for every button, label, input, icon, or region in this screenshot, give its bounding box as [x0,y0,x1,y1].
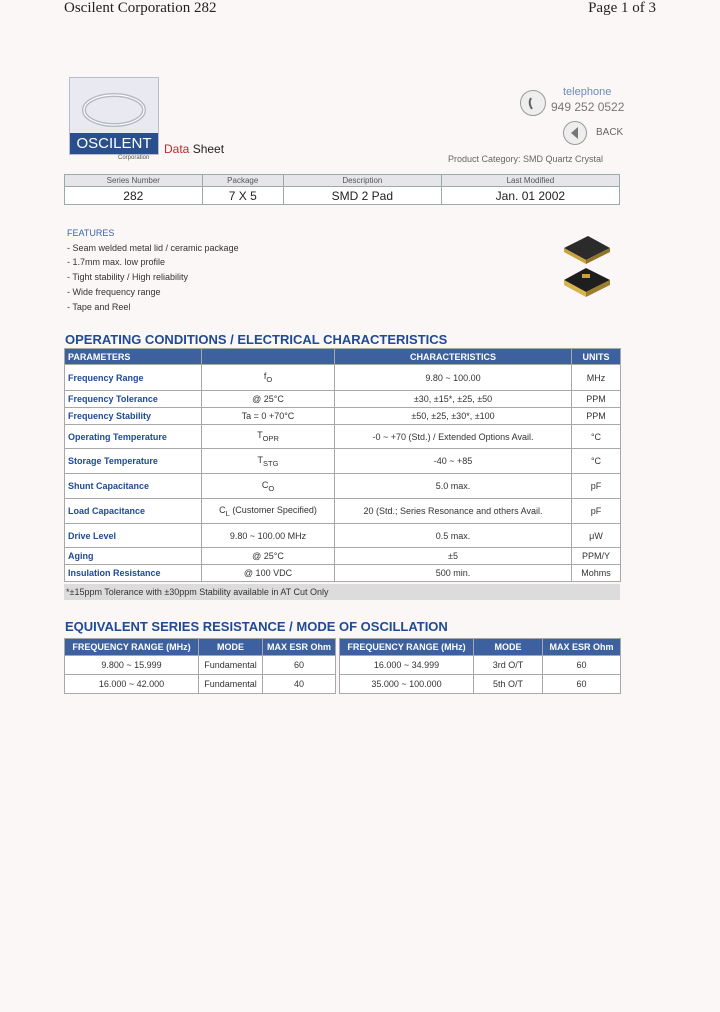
param-unit: PPM/Y [572,548,621,565]
esr-range: 16.000 ~ 34.999 [340,656,474,675]
info-label: Last Modified [441,175,619,187]
param-name: Aging [65,548,202,565]
oscilent-logo [69,77,159,155]
esr-header-max: MAX ESR Ohm [543,639,621,656]
esr-table-right [339,638,621,694]
param-unit: Mohms [572,565,621,582]
esr-mode: Fundamental [199,675,263,694]
logo-corporation: Corporation [118,155,150,161]
param-symbol: @ 25°C [202,391,335,408]
param-unit: °C [572,425,621,449]
back-arrow-icon[interactable] [563,121,587,145]
esr-range: 9.800 ~ 15.999 [65,656,199,675]
param-name: Load Capacitance [65,499,202,524]
param-value: 500 min. [335,565,572,582]
esr-range: 16.000 ~ 42.000 [65,675,199,694]
features-list [67,226,239,314]
feature-item: - Wide frequency range [67,286,161,297]
info-label: Description [283,175,441,187]
param-symbol: $f_O$ [202,365,335,391]
param-unit: pF [572,499,621,524]
esr-range: 35.000 ~ 100.000 [340,675,474,694]
esr-value: 40 [263,675,336,694]
telephone-icon[interactable] [520,90,546,116]
logo-brand: OSCILENT [70,133,158,154]
info-label: Package [202,175,283,187]
feature-item: - Tape and Reel [67,301,131,312]
param-name: Shunt Capacitance [65,474,202,499]
param-unit: PPM [572,408,621,425]
crystal-package-image [556,230,620,302]
info-value: 7 X 5 [202,187,283,205]
esr-section-title: EQUIVALENT SERIES RESISTANCE / MODE OF OSCILLATION [65,619,448,634]
param-value: 5.0 max. [335,474,572,499]
header-characteristics: CHARACTERISTICS [335,349,572,365]
param-name: Drive Level [65,524,202,548]
param-unit: MHz [572,365,621,391]
param-value: ±50, ±25, ±30*, ±100 [335,408,572,425]
param-unit: μW [572,524,621,548]
param-unit: °C [572,449,621,474]
param-value: 9.80 ~ 100.00 [335,365,572,391]
param-symbol: $T_{OPR}$ [202,425,335,449]
param-value: 0.5 max. [335,524,572,548]
esr-header-mode: MODE [474,639,543,656]
param-unit: PPM [572,391,621,408]
param-symbol: @ 25°C [202,548,335,565]
esr-header-mode: MODE [199,639,263,656]
esr-mode: Fundamental [199,656,263,675]
header-parameters: PARAMETERS [65,349,202,365]
telephone-number: 949 252 0522 [551,100,625,114]
esr-header-range: FREQUENCY RANGE (MHz) [340,639,474,656]
param-symbol: @ 100 VDC [202,565,335,582]
feature-item: - 1.7mm max. low profile [67,257,166,268]
ring-logo-icon [81,90,147,130]
param-name: Frequency Tolerance [65,391,202,408]
telephone-label: telephone [563,86,612,98]
info-label: Series Number [65,175,203,187]
title-sheet: Sheet [192,142,225,156]
param-name: Operating Temperature [65,425,202,449]
features-title: FEATURES [67,228,115,238]
param-symbol: $C_L$ (Customer Specified) [202,499,335,524]
title-data: Data [164,142,190,156]
esr-mode: 5th O/T [474,675,543,694]
document-title [164,142,224,156]
param-symbol: 9.80 ~ 100.00 MHz [202,524,335,548]
info-value: SMD 2 Pad [283,187,441,205]
param-unit: pF [572,474,621,499]
back-link[interactable]: BACK [596,127,624,138]
tolerance-note: *±15ppm Tolerance with ±30ppm Stability available in AT Cut Only [64,584,620,600]
param-name: Frequency Range [65,365,202,391]
param-name: Frequency Stability [65,408,202,425]
feature-item: - Seam welded metal lid / ceramic package [67,242,239,253]
param-value: ±30, ±15*, ±25, ±50 [335,391,572,408]
operating-section-title: OPERATING CONDITIONS / ELECTRICAL CHARACTERISTICS [65,332,448,347]
product-info-table [64,174,620,205]
feature-item: - Tight stability / High reliability [67,272,189,283]
param-symbol: $T_{STG}$ [202,449,335,474]
header-page-number: Page 1 of 3 [588,0,656,16]
product-category: Product Category: SMD Quartz Crystal [448,154,604,164]
esr-table-left [64,638,336,694]
esr-value: 60 [543,656,621,675]
param-value: 20 (Std.; Series Resonance and others Avail. [335,499,572,524]
param-symbol: $C_O$ [202,474,335,499]
param-value: -0 ~ +70 (Std.) / Extended Options Avail. [335,425,572,449]
esr-header-range: FREQUENCY RANGE (MHz) [65,639,199,656]
param-symbol: Ta = 0 +70°C [202,408,335,425]
param-value: -40 ~ +85 [335,449,572,474]
header-units: UNITS [572,349,621,365]
info-value: Jan. 01 2002 [441,187,619,205]
esr-header-max: MAX ESR Ohm [263,639,336,656]
header-company: Oscilent Corporation 282 [64,0,217,16]
operating-characteristics-table [64,348,621,582]
param-value: ±5 [335,548,572,565]
esr-mode: 3rd O/T [474,656,543,675]
esr-value: 60 [543,675,621,694]
param-name: Storage Temperature [65,449,202,474]
esr-value: 60 [263,656,336,675]
param-name: Insulation Resistance [65,565,202,582]
info-value: 282 [65,187,203,205]
